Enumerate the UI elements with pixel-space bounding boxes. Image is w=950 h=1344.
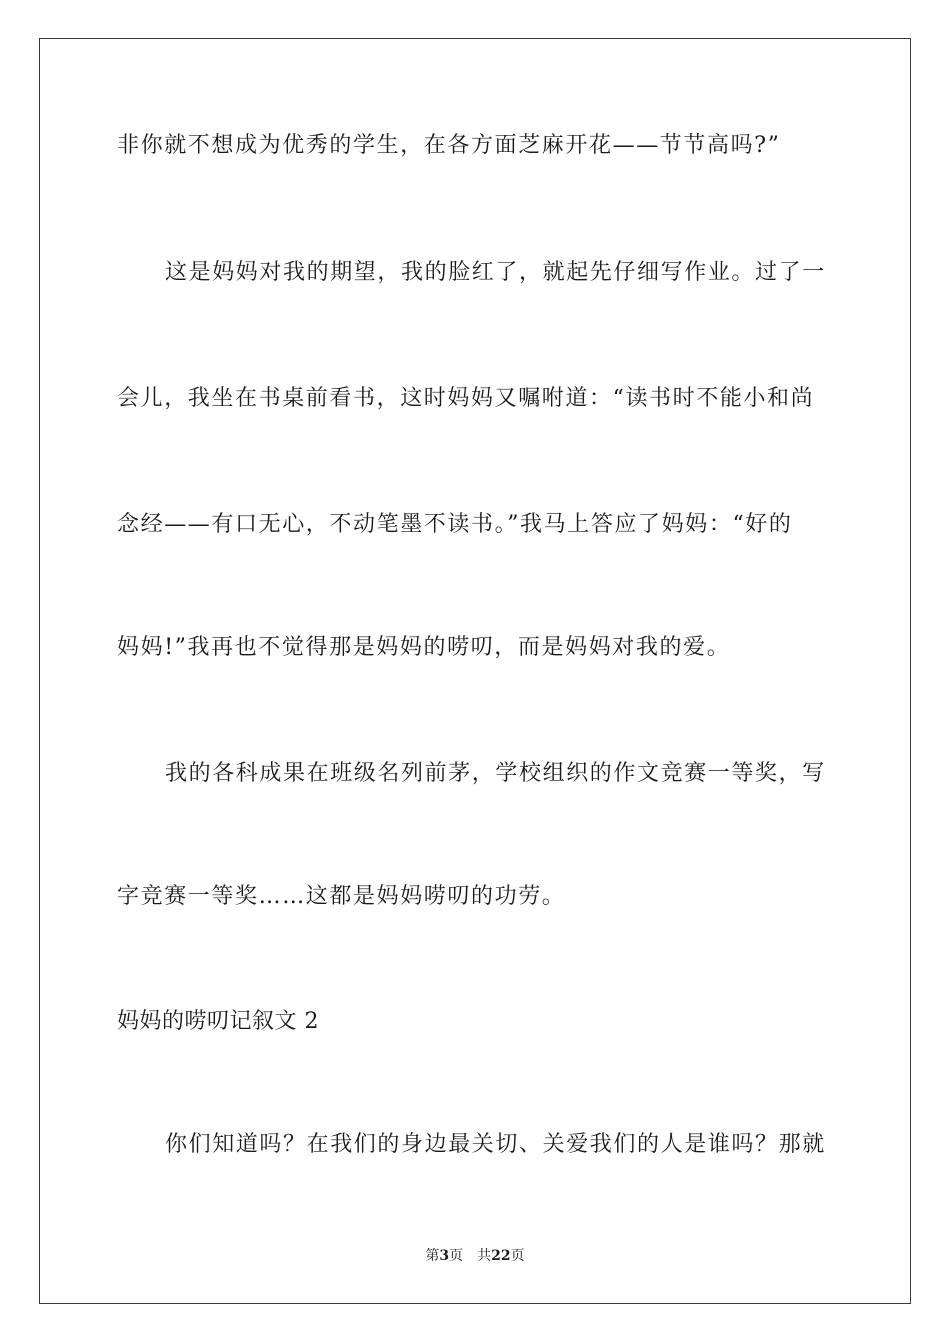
paragraph-line-1: 非你就不想成为优秀的学生，在各方面芝麻开花——节节高吗?” — [117, 133, 781, 158]
total-unit: 页 — [510, 1248, 525, 1264]
total-prefix: 共 — [477, 1248, 492, 1264]
page-border — [39, 38, 911, 1304]
paragraph-line-3: 会儿，我坐在书桌前看书，这时妈妈又嘱咐道：“读书时不能小和尚 — [117, 386, 815, 411]
section-heading: 妈妈的唠叨记叙文 2 — [117, 1009, 319, 1034]
paragraph-line-8: 你们知道吗？在我们的身边最关切、关爱我们的人是谁吗？那就 — [165, 1132, 826, 1157]
paragraph-line-2: 这是妈妈对我的期望，我的脸红了，就起先仔细写作业。过了一 — [165, 260, 826, 285]
paragraph-line-6: 我的各科成果在班级名列前茅，学校组织的作文竞赛一等奖，写 — [165, 761, 826, 786]
page-unit: 页 — [449, 1248, 464, 1264]
page-footer — [0, 1247, 950, 1265]
paragraph-line-5: 妈妈!”我再也不觉得那是妈妈的唠叨，而是妈妈对我的爱。 — [117, 635, 731, 660]
paragraph-line-7: 字竞赛一等奖……这都是妈妈唠叨的功劳。 — [117, 884, 566, 909]
paragraph-line-4: 念经——有口无心，不动笔墨不读书。”我马上答应了妈妈：“好的 — [117, 512, 793, 537]
total-pages: 22 — [491, 1248, 511, 1264]
page-number: 3 — [439, 1248, 450, 1264]
page-prefix: 第 — [425, 1248, 440, 1264]
